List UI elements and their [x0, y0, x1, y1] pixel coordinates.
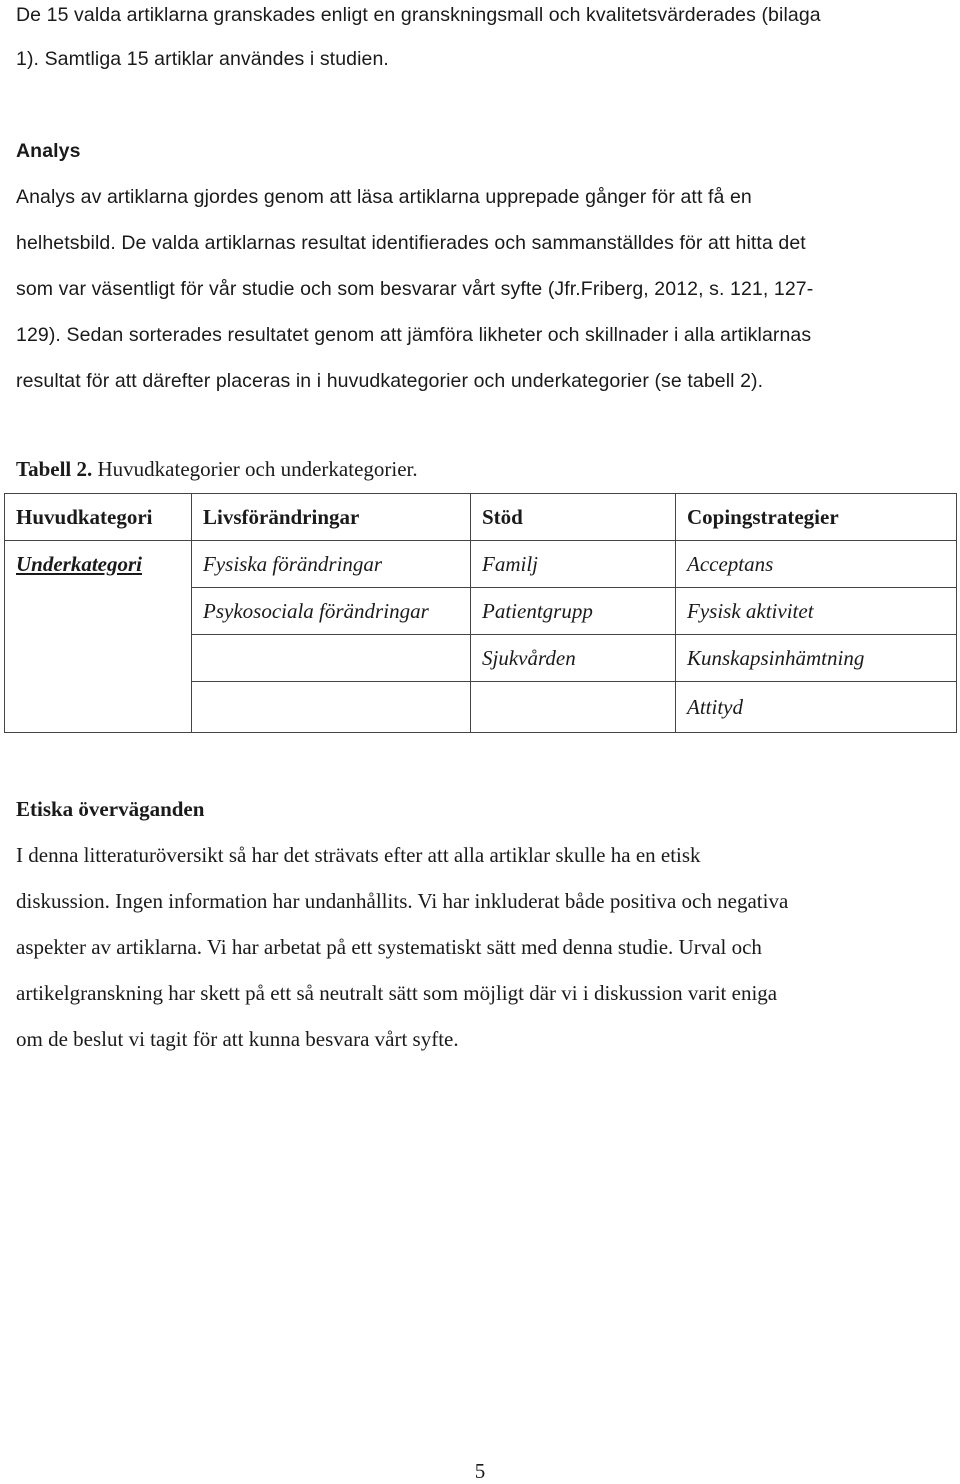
page-number: 5 [474, 1459, 486, 1483]
intro-line-1: De 15 valda artiklarna granskades enligt en granskningsmall och kvalitetsvärderades (bilaga [16, 4, 821, 26]
etik-heading: Etiska överväganden [16, 797, 205, 821]
table-cell: Familj [471, 541, 676, 588]
table-cell: Psykosociala förändringar [192, 588, 471, 635]
table-caption-text: Huvudkategorier och underkategorier. [97, 457, 418, 481]
table-cell-empty [192, 682, 471, 733]
analys-heading: Analys [16, 140, 81, 162]
table-cell: Fysiska förändringar [192, 541, 471, 588]
table-cell: Sjukvården [471, 635, 676, 682]
table-cell: Kunskapsinhämtning [676, 635, 957, 682]
table-cell-empty [5, 635, 192, 682]
etik-line-2: diskussion. Ingen information har undanhållits. Vi har inkluderat både positiva och negativa [16, 889, 789, 913]
table-header-row [5, 494, 957, 541]
etik-line-5: om de beslut vi tagit för att kunna besvara vårt syfte. [16, 1027, 459, 1051]
table-cell: Acceptans [676, 541, 957, 588]
header-huvudkategori: Huvudkategori [5, 494, 192, 541]
table-caption [16, 456, 952, 482]
etik-line-3: aspekter av artiklarna. Vi har arbetat på ett systematiskt sätt med denna studie. Urval och [16, 935, 762, 959]
table-cell: Patientgrupp [471, 588, 676, 635]
header-livsforandringar: Livsförändringar [192, 494, 471, 541]
table-row [5, 588, 957, 635]
analys-line-5: resultat för att därefter placeras in i huvudkategorier och underkategorier (se tabell 2). [16, 370, 764, 392]
row-label-cell [5, 541, 192, 588]
etik-line-1: I denna litteraturöversikt så har det strävats efter att alla artiklar skulle ha en etisk [16, 843, 701, 867]
table-row [5, 682, 957, 733]
header-copingstrategier: Copingstrategier [676, 494, 957, 541]
table-cell-empty [192, 635, 471, 682]
header-stod: Stöd [471, 494, 676, 541]
analys-line-3: som var väsentligt för vår studie och som besvarar vårt syfte (Jfr.Friberg, 2012, s. 121, 127- [16, 278, 814, 300]
table-cell-empty [5, 682, 192, 733]
table-row [5, 635, 957, 682]
category-table [4, 493, 957, 733]
table-cell: Attityd [676, 682, 957, 733]
intro-line-2: 1). Samtliga 15 artiklar användes i studien. [16, 48, 389, 70]
analys-line-1: Analys av artiklarna gjordes genom att läsa artiklarna upprepade gånger för att få en [16, 186, 752, 208]
etik-line-4: artikelgranskning har skett på ett så neutralt sätt som möjligt där vi i diskussion varit eniga [16, 981, 778, 1005]
table-caption-label: Tabell 2. [16, 457, 93, 481]
analys-line-4: 129). Sedan sorterades resultatet genom att jämföra likheter och skillnader i alla artiklarnas [16, 324, 812, 346]
table-cell-empty [5, 588, 192, 635]
row-label-underkategori: Underkategori [16, 551, 142, 576]
table-cell: Fysisk aktivitet [676, 588, 957, 635]
analys-line-2: helhetsbild. De valda artiklarnas resultat identifierades och sammanställdes för att hitta det [16, 232, 806, 254]
table-cell-empty [471, 682, 676, 733]
table-row [5, 541, 957, 588]
